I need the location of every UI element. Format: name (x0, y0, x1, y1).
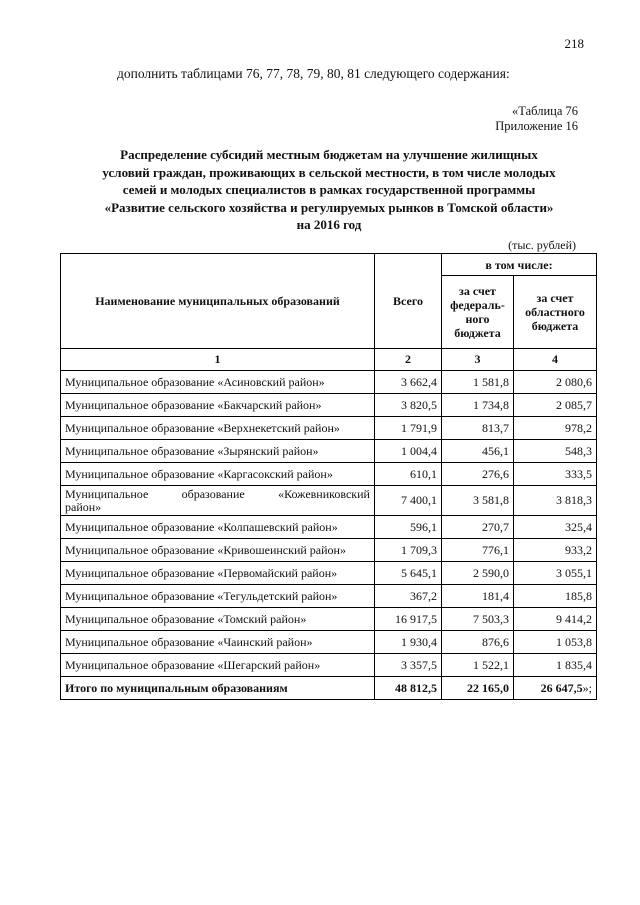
name-word: образование (181, 486, 245, 501)
column-number: 2 (375, 349, 442, 371)
table-row (61, 516, 597, 539)
column-number: 1 (61, 349, 375, 371)
municipality-name: Муниципальное образование «Каргасокский район» (61, 463, 375, 486)
table-row (61, 417, 597, 440)
federal-value: 3 581,8 (442, 486, 514, 516)
municipality-name: Муниципальное образование «Зырянский район» (61, 440, 375, 463)
table-row (61, 371, 597, 394)
total-value: 1 004,4 (375, 440, 442, 463)
regional-value: 1 835,4 (514, 654, 597, 677)
federal-value: 7 503,3 (442, 608, 514, 631)
header-total: Всего (375, 254, 442, 349)
total-value: 1 709,3 (375, 539, 442, 562)
total-value: 610,1 (375, 463, 442, 486)
federal-value: 876,6 (442, 631, 514, 654)
header-federal-line: за счет (459, 284, 496, 298)
table-row (61, 654, 597, 677)
header-regional-line: бюджета (531, 319, 579, 333)
regional-value: 325,4 (514, 516, 597, 539)
total-row (61, 677, 597, 700)
municipality-name: Муниципальное образование «Томский район» (61, 608, 375, 631)
column-number-row (61, 349, 597, 371)
document-title (70, 146, 588, 234)
regional-value: 933,2 (514, 539, 597, 562)
federal-value: 276,6 (442, 463, 514, 486)
title-line: Распределение субсидий местным бюджетам на улучшение жилищных (120, 147, 538, 162)
table-row (61, 562, 597, 585)
table-label: «Таблица 76 (512, 104, 578, 118)
regional-value: 3 055,1 (514, 562, 597, 585)
municipality-name-line (65, 488, 370, 501)
header-regional (514, 276, 597, 349)
total-value: 367,2 (375, 585, 442, 608)
closing-quote: »; (582, 680, 593, 695)
total-value: 1 930,4 (375, 631, 442, 654)
total-value: 16 917,5 (375, 608, 442, 631)
total-value: 3 662,4 (375, 371, 442, 394)
column-number: 3 (442, 349, 514, 371)
page-number: 218 (564, 36, 584, 51)
title-line: на 2016 год (296, 217, 362, 232)
header-federal-line: ного (465, 312, 490, 326)
municipality-name: Муниципальное образование «Первомайский район» (61, 562, 375, 585)
header-federal-line: бюджета (454, 326, 501, 340)
title-line: условий граждан, проживающих в сельской местности, в том числе молодых (102, 164, 556, 180)
table-row (61, 608, 597, 631)
municipality-name: Муниципальное образование «Асиновский район» (61, 371, 375, 394)
municipality-name: Муниципальное образование «Шегарский район» (61, 654, 375, 677)
regional-value: 2 085,7 (514, 394, 597, 417)
table-reference (495, 104, 578, 134)
municipality-name (61, 486, 375, 516)
municipality-name-line: район» (65, 499, 102, 514)
total-value: 7 400,1 (375, 486, 442, 516)
federal-value: 1 581,8 (442, 371, 514, 394)
federal-value: 813,7 (442, 417, 514, 440)
total-value: 3 357,5 (375, 654, 442, 677)
name-word: «Кожевниковский (278, 486, 370, 501)
column-number: 4 (514, 349, 597, 371)
federal-value: 2 590,0 (442, 562, 514, 585)
subsidies-table (60, 253, 597, 700)
table-row (61, 539, 597, 562)
header-regional-line: областного (525, 305, 585, 319)
table-row (61, 394, 597, 417)
table-row (61, 463, 597, 486)
total-value: 3 820,5 (375, 394, 442, 417)
intro-text: дополнить таблицами 76, 77, 78, 79, 80, 81 следующего содержания: (117, 66, 510, 81)
total-value: 1 791,9 (375, 417, 442, 440)
table-row (61, 440, 597, 463)
federal-value: 776,1 (442, 539, 514, 562)
regional-value: 9 414,2 (514, 608, 597, 631)
table-row (61, 585, 597, 608)
header-name: Наименование муниципальных образований (61, 254, 375, 349)
grand-total-value: 48 812,5 (375, 677, 442, 700)
total-value: 596,1 (375, 516, 442, 539)
title-line: семей и молодых специалистов в рамках государственной программы (122, 182, 536, 197)
total-label: Итого по муниципальным образованиям (61, 677, 375, 700)
regional-value: 2 080,6 (514, 371, 597, 394)
regional-value: 548,3 (514, 440, 597, 463)
units-label: (тыс. рублей) (508, 238, 576, 252)
federal-value: 1 522,1 (442, 654, 514, 677)
federal-value: 270,7 (442, 516, 514, 539)
municipality-name: Муниципальное образование «Чаинский район» (61, 631, 375, 654)
regional-value: 3 818,3 (514, 486, 597, 516)
regional-value: 1 053,8 (514, 631, 597, 654)
appendix-label: Приложение 16 (495, 119, 578, 133)
header-federal (442, 276, 514, 349)
header-including: в том числе: (442, 254, 597, 276)
header-federal-line: федераль- (450, 298, 505, 312)
federal-total-value: 22 165,0 (442, 677, 514, 700)
municipality-name: Муниципальное образование «Верхнекетский район» (61, 417, 375, 440)
federal-value: 456,1 (442, 440, 514, 463)
municipality-name: Муниципальное образование «Кривошеинский район» (61, 539, 375, 562)
regional-value: 185,8 (514, 585, 597, 608)
federal-value: 181,4 (442, 585, 514, 608)
table-row (61, 631, 597, 654)
regional-value: 333,5 (514, 463, 597, 486)
title-line: «Развитие сельского хозяйства и регулируемых рынков в Томской области» (104, 199, 554, 215)
name-word: Муниципальное (65, 486, 149, 501)
regional-total-number: 26 647,5 (540, 680, 583, 695)
header-regional-line: за счет (536, 291, 574, 305)
federal-value: 1 734,8 (442, 394, 514, 417)
regional-total-value (514, 677, 597, 700)
total-value: 5 645,1 (375, 562, 442, 585)
municipality-name: Муниципальное образование «Бакчарский район» (61, 394, 375, 417)
regional-value: 978,2 (514, 417, 597, 440)
table-row (61, 486, 597, 516)
municipality-name: Муниципальное образование «Тегульдетский район» (61, 585, 375, 608)
municipality-name: Муниципальное образование «Колпашевский район» (61, 516, 375, 539)
